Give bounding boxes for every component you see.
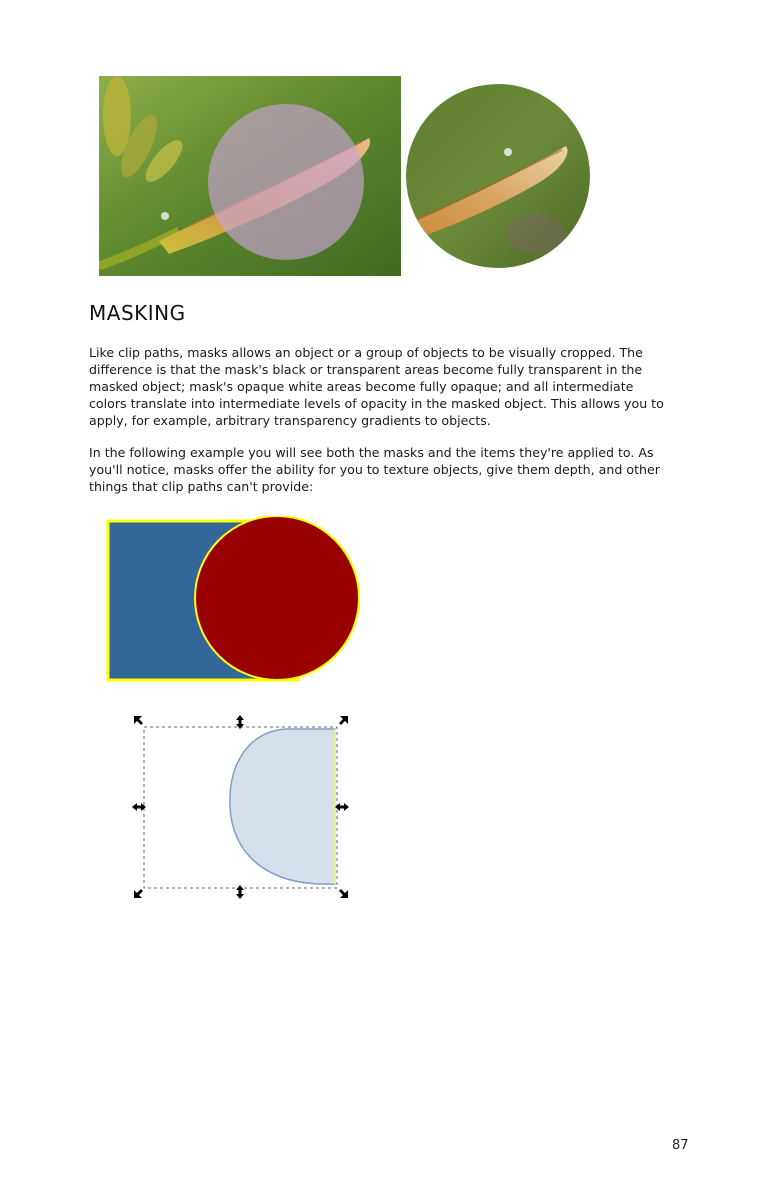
masked-half-circle bbox=[230, 729, 335, 884]
masked-shape-selection-figure bbox=[130, 712, 352, 902]
page-number: 87 bbox=[672, 1138, 689, 1153]
handle-top-right bbox=[339, 716, 348, 725]
handle-bottom-middle bbox=[236, 885, 244, 899]
square-and-circle-figure bbox=[105, 516, 365, 686]
flower-bud-photo-with-mask-overlay bbox=[99, 76, 401, 276]
flower-bud-photo-masked-result bbox=[406, 84, 590, 268]
example-paragraph: In the following example you will see both the masks and the items they're applied to. As you'll notice, masks offer the ability for you to texture objects, give them depth, and other things that clip paths can't provide: bbox=[89, 445, 660, 494]
handle-bottom-right bbox=[339, 889, 348, 898]
handle-top-left bbox=[134, 716, 143, 725]
intro-paragraph: Like clip paths, masks allows an object or a group of objects to be visually cropped. The difference is that the mask's black or transparent areas become fully transparent in the masked object; mask's opaque white areas become fully opaque; and all intermediate colors translate into intermediate levels of opacity in the masked object. This allows you to apply, for example, arbitrary transparency gradients to objects. bbox=[89, 345, 664, 428]
handle-bottom-left bbox=[134, 889, 143, 898]
red-circle bbox=[195, 516, 359, 680]
section-heading: MASKING bbox=[89, 301, 186, 325]
